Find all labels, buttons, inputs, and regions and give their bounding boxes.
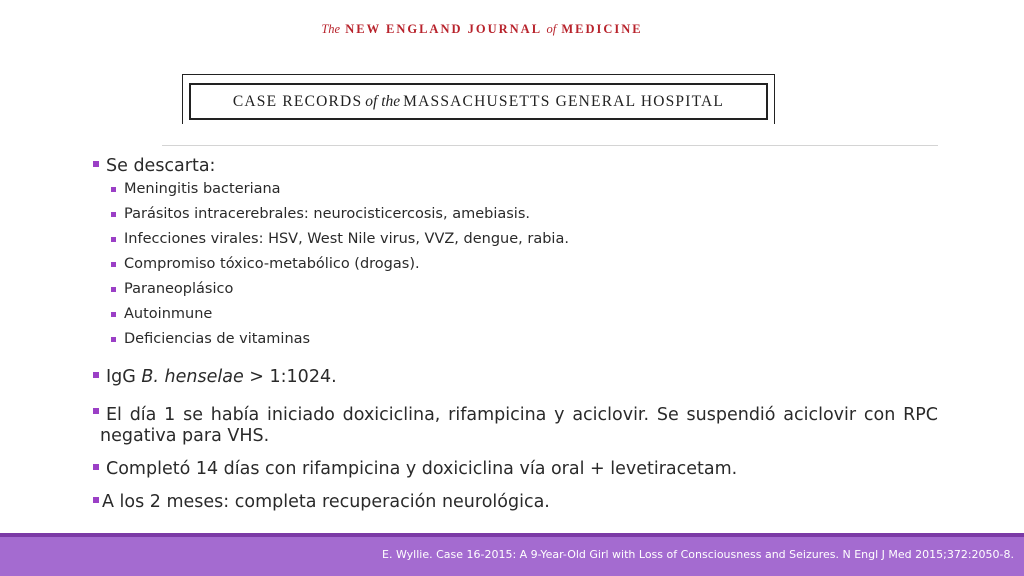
bullet-icon xyxy=(93,372,99,378)
subitem-3: Compromiso tóxico-metabólico (drogas). xyxy=(124,256,420,272)
case-records-of-the: of the xyxy=(365,92,401,110)
header-divider xyxy=(162,145,938,146)
sub-bullet-icon xyxy=(111,237,116,242)
footer-accent-line xyxy=(0,533,1024,537)
point-completed: Completó 14 días con rifampicina y doxiciclina vía oral + levetiracetam. xyxy=(106,459,738,479)
journal-title xyxy=(0,22,964,37)
sub-bullet-icon xyxy=(111,312,116,317)
bullet-icon xyxy=(93,161,99,167)
point-treatment-start: El día 1 se había iniciado doxiciclina, rifampicina y aciclovir. Se suspendió aciclovir con RPC negativa para VHS. xyxy=(100,405,938,446)
journal-title-the: The xyxy=(321,22,341,36)
case-records-label: CASE RECORDS xyxy=(232,92,363,110)
case-records-banner xyxy=(189,83,768,120)
point-recovery: A los 2 meses: completa recuperación neurológica. xyxy=(102,492,550,512)
sub-bullet-icon xyxy=(111,187,116,192)
journal-title-main: NEW ENGLAND JOURNAL xyxy=(345,22,542,36)
point-igg xyxy=(106,367,337,388)
point-igg-pre: IgG xyxy=(106,367,142,387)
subitem-6: Deficiencias de vitaminas xyxy=(124,331,311,347)
subitem-5: Autoinmune xyxy=(124,306,213,322)
subitem-4: Paraneoplásico xyxy=(124,281,234,297)
footer-citation: E. Wyllie. Case 16-2015: A 9-Year-Old Girl with Loss of Consciousness and Seizures. N Engl J Med 2015;372:2050-8. xyxy=(382,548,1014,561)
sub-bullet-icon xyxy=(111,212,116,217)
footer-bar xyxy=(0,533,1024,576)
journal-title-medicine: MEDICINE xyxy=(561,22,643,36)
point-se-descarta: Se descarta: xyxy=(106,156,216,176)
subitem-0: Meningitis bacteriana xyxy=(124,181,281,197)
sub-bullet-icon xyxy=(111,337,116,342)
case-records-hospital: MASSACHUSETTS GENERAL HOSPITAL xyxy=(403,92,725,110)
subitem-2: Infecciones virales: HSV, West Nile virus, VVZ, dengue, rabia. xyxy=(124,231,569,247)
point-igg-post: > 1:1024. xyxy=(243,367,337,387)
bullet-icon xyxy=(93,408,99,414)
point-igg-organism: B. henselae xyxy=(141,367,244,387)
journal-title-of: of xyxy=(546,22,557,36)
subitem-1: Parásitos intracerebrales: neurocisticercosis, amebiasis. xyxy=(124,206,530,222)
sub-bullet-icon xyxy=(111,262,116,267)
bullet-icon xyxy=(93,464,99,470)
case-records-frame xyxy=(182,74,775,124)
sub-bullet-icon xyxy=(111,287,116,292)
bullet-icon xyxy=(93,497,99,503)
